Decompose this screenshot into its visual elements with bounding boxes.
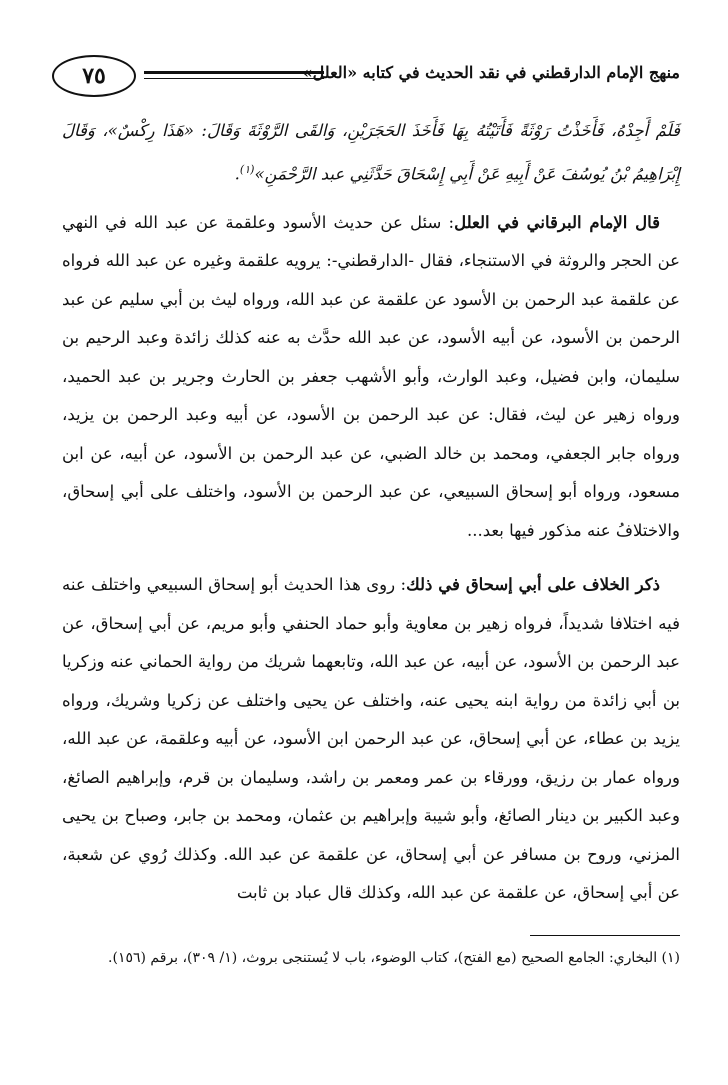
quote-text: فَلَمْ أَجِدْهُ، فَأَخَذْتُ رَوْثَةً فَأَتَيْتُهُ بِهَا فَأَخَذَ الحَجَرَيْنِ، وَالقَى الرَّوْثَةَ وَقَالَ: «هَذَا رِكْسٌ»، وَقَالَ إِبْرَاهِيمُ بْنُ يُوسُفَ عَنْ أَبِيهِ عَنْ أَبِي إِسْحَاقَ حَدَّثَنِي عبد الرَّحْمَنِ»: [62, 121, 680, 183]
hadith-quote: [62, 112, 680, 194]
paragraph-text: : سئل عن حديث الأسود وعلقمة عن عبد الله في النهي عن الحجر والروثة في الاستنجاء، فقال -الدارقطني-: يرويه علقمة وغيره عن عبد الله فرواه عن علقمة عبد الرحمن بن الأسود عن علقمة عن عبد الله، ورواه ليث بن أبي سليم عن عبد الرحمن بن الأسود، عن أبيه الأسود، عن عبد الله حدَّث به عنه كذلك زائدة وعبد الرحيم بن سليمان، وابن فضيل، وعبد الوارث، وأبو الأشهب جعفر بن الحارث وجرير بن عبد الحميد، ورواه زهير عن ليث، فقال: عن عبد الرحمن بن الأسود، عن أبيه وعبد الرحمن بن يزيد، ورواه جابر الجعفي، ومحمد بن خالد الضبي، عن عبد الرحمن بن الأسود، عن أبيه، عن ابن مسعود، ورواه أبو إسحاق السبيعي، عن عبد الرحمن بن الأسود، واختلف على أبي إسحاق، والاختلافُ عنه مذكور فيها بعد...: [62, 212, 680, 540]
footnotes: [62, 944, 680, 972]
quote-end: .: [234, 164, 240, 183]
paragraph-lead: قال الإمام البرقاني في العلل: [454, 212, 660, 232]
footnote-1: (١) البخاري: الجامع الصحيح (مع الفتح)، كتاب الوضوء، باب لا يُستنجى بروث، (١/ ٣٠٩)، برقم (١٥٦).: [108, 950, 680, 966]
paragraph-lead: ذكر الخلاف على أبي إسحاق في ذلك: [406, 575, 660, 594]
main-text: [62, 112, 680, 913]
footnote-separator: [530, 935, 680, 936]
page-header: [52, 55, 680, 105]
footnote-ref: (١): [239, 162, 255, 176]
header-rule-thin: [144, 78, 324, 79]
running-title: منهج الإمام الدارقطني في نقد الحديث في كتابه «العلل»: [302, 63, 680, 82]
paragraph-text: : روى هذا الحديث أبو إسحاق السبيعي واختلف عنه فيه اختلافا شديداً، فرواه زهير بن معاوية وأبو حماد الحنفي وأبو مريم، عن أبي إسحاق، عن عبد الرحمن بن الأسود، عن أبيه، عن عبد الله، وتابعهما شريك من رواية الحماني عنه وزكريا بن أبي زائدة من رواية ابنه يحيى عنه، واختلف عن يحيى واختلف عن زكريا وشريك، ورواه يزيد بن عطاء، عن أبي إسحاق، عن عبد الرحمن ابن الأسود، عن أبيه وعلقمة، عن عبد الله، ورواه عمار بن رزيق، وورقاء بن عمر ومعمر بن راشد، وسليمان بن قرم، وإبراهيم الصائغ، وعبد الكبير بن دينار الصائغ، وأبو شيبة وإبراهيم بن عثمان، ومحمد بن جابر، وصباح بن يحيى المزني، وروح بن مسافر عن أبي إسحاق، عن علقمة عن عبد الله. وكذلك رُوي عن شعبة، عن أبي إسحاق، عن علقمة عن عبد الله، وكذلك قال عباد بن ثابت: [62, 575, 680, 902]
header-rule: [144, 71, 324, 74]
page-number: ٧٥: [52, 55, 136, 97]
paragraph-barqani: [62, 204, 680, 551]
paragraph-khilaf: [62, 566, 680, 913]
